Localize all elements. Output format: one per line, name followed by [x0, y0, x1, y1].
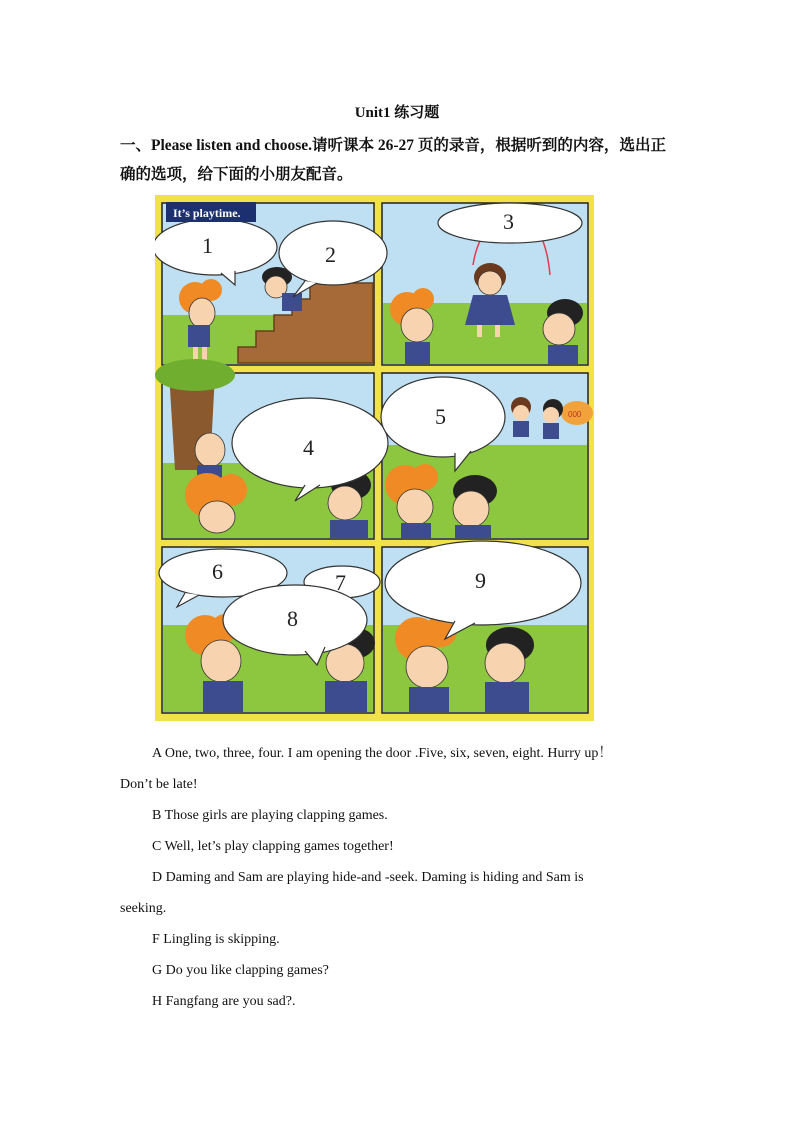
bubble-number-3: 3: [503, 209, 514, 234]
exercise-instruction: 一、Please listen and choose.请听课本 26-27 页的录音，根据听到的内容，选出正确的选项，给下面的小朋友配音。: [120, 137, 666, 183]
speech-bubble-1: [155, 219, 277, 275]
option-g: G Do you like clapping games?: [152, 963, 329, 978]
bubble-number-2: 2: [325, 242, 336, 267]
boy-hiding: [195, 433, 225, 479]
comic-strip: [155, 195, 594, 721]
bubble-number-8: 8: [287, 606, 298, 631]
option-d: D Daming and Sam are playing hide-and -seek. Daming is hiding and Sam is seeking.: [120, 870, 584, 916]
bubble-number-9: 9: [475, 568, 486, 593]
bubble-number-1: 1: [202, 233, 213, 258]
comic-banner: It’s playtime.: [173, 206, 241, 220]
bubble-number-4: 4: [303, 435, 314, 460]
option-f: F Lingling is skipping.: [152, 932, 280, 947]
page-title: Unit1 练习题: [354, 105, 440, 121]
bubble-number-7: 7: [335, 570, 346, 595]
option-a: A One, two, three, four. I am opening the door .Five, six, seven, eight. Hurry up！ Don’t be late!: [120, 746, 613, 792]
sound-label: 000: [568, 410, 582, 419]
answer-options: [120, 738, 680, 1017]
bubble-number-5: 5: [435, 404, 446, 429]
bubble-number-6: 6: [212, 559, 223, 584]
option-c: C Well, let’s play clapping games together!: [152, 839, 394, 854]
option-h: H Fangfang are you sad?.: [152, 994, 296, 1009]
option-b: B Those girls are playing clapping games.: [152, 808, 388, 823]
